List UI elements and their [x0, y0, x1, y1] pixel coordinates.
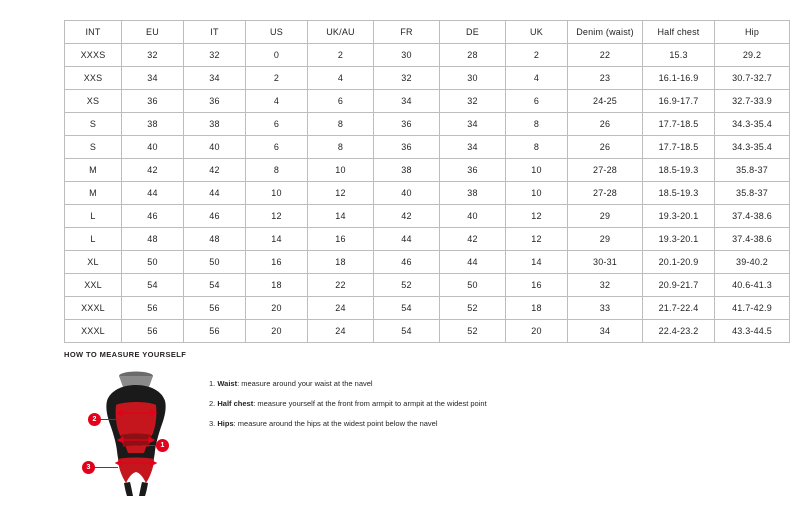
cell-half-chest: 18.5-19.3 [643, 159, 715, 182]
cell-denim-waist: 24-25 [568, 90, 643, 113]
cell-it: 56 [184, 320, 246, 343]
cell-it: 56 [184, 297, 246, 320]
column-header-de: DE [440, 21, 506, 44]
table-row [65, 274, 790, 297]
cell-de: 34 [440, 136, 506, 159]
cell-hip: 35.8-37 [715, 182, 790, 205]
cell-half-chest: 15.3 [643, 44, 715, 67]
cell-denim-waist: 29 [568, 205, 643, 228]
cell-us: 20 [246, 297, 308, 320]
cell-us: 0 [246, 44, 308, 67]
table-row [65, 320, 790, 343]
cell-uk-au: 10 [308, 159, 374, 182]
table-row [65, 205, 790, 228]
cell-denim-waist: 33 [568, 297, 643, 320]
cell-denim-waist: 30-31 [568, 251, 643, 274]
cell-int: S [65, 136, 122, 159]
cell-us: 18 [246, 274, 308, 297]
cell-int: XL [65, 251, 122, 274]
cell-fr: 30 [374, 44, 440, 67]
cell-fr: 32 [374, 67, 440, 90]
table-row [65, 67, 790, 90]
cell-half-chest: 21.7-22.4 [643, 297, 715, 320]
cell-eu: 38 [122, 113, 184, 136]
cell-uk-au: 16 [308, 228, 374, 251]
cell-int: XXXS [65, 44, 122, 67]
cell-fr: 54 [374, 320, 440, 343]
cell-fr: 52 [374, 274, 440, 297]
cell-uk: 16 [506, 274, 568, 297]
size-conversion-table [64, 20, 790, 343]
cell-denim-waist: 29 [568, 228, 643, 251]
cell-uk-au: 2 [308, 44, 374, 67]
note-text-half-chest: : measure yourself at the front from armpit to armpit at the widest point [253, 399, 487, 408]
cell-hip: 40.6-41.3 [715, 274, 790, 297]
half-chest-leader-line [100, 419, 120, 420]
cell-uk: 4 [506, 67, 568, 90]
cell-it: 50 [184, 251, 246, 274]
table-row [65, 44, 790, 67]
cell-uk: 20 [506, 320, 568, 343]
cell-half-chest: 22.4-23.2 [643, 320, 715, 343]
cell-uk: 14 [506, 251, 568, 274]
cell-us: 20 [246, 320, 308, 343]
cell-uk-au: 8 [308, 113, 374, 136]
cell-half-chest: 19.3-20.1 [643, 205, 715, 228]
table-header-row [65, 21, 790, 44]
cell-fr: 36 [374, 136, 440, 159]
cell-hip: 37.4-38.6 [715, 205, 790, 228]
cell-denim-waist: 34 [568, 320, 643, 343]
cell-fr: 42 [374, 205, 440, 228]
cell-denim-waist: 26 [568, 113, 643, 136]
cell-uk-au: 18 [308, 251, 374, 274]
cell-us: 16 [246, 251, 308, 274]
cell-us: 14 [246, 228, 308, 251]
cell-it: 46 [184, 205, 246, 228]
column-header-eu: EU [122, 21, 184, 44]
table-row [65, 228, 790, 251]
cell-us: 2 [246, 67, 308, 90]
measure-note-hips [209, 419, 487, 428]
cell-half-chest: 16.9-17.7 [643, 90, 715, 113]
cell-uk: 10 [506, 159, 568, 182]
cell-int: XXS [65, 67, 122, 90]
cell-eu: 34 [122, 67, 184, 90]
column-header-uk: UK [506, 21, 568, 44]
table-row [65, 90, 790, 113]
cell-it: 34 [184, 67, 246, 90]
cell-it: 42 [184, 159, 246, 182]
cell-eu: 44 [122, 182, 184, 205]
cell-hip: 39-40.2 [715, 251, 790, 274]
note-term-waist: Waist [217, 379, 238, 388]
mannequin-figure [64, 367, 179, 497]
cell-de: 36 [440, 159, 506, 182]
cell-it: 48 [184, 228, 246, 251]
cell-us: 6 [246, 136, 308, 159]
cell-eu: 32 [122, 44, 184, 67]
table-row [65, 182, 790, 205]
cell-uk: 12 [506, 205, 568, 228]
cell-eu: 42 [122, 159, 184, 182]
measure-note-waist [209, 379, 487, 388]
cell-denim-waist: 27-28 [568, 159, 643, 182]
cell-hip: 29.2 [715, 44, 790, 67]
cell-fr: 44 [374, 228, 440, 251]
column-header-hip: Hip [715, 21, 790, 44]
cell-half-chest: 16.1-16.9 [643, 67, 715, 90]
cell-hip: 34.3-35.4 [715, 136, 790, 159]
cell-eu: 54 [122, 274, 184, 297]
cell-hip: 34.3-35.4 [715, 113, 790, 136]
column-header-us: US [246, 21, 308, 44]
cell-denim-waist: 26 [568, 136, 643, 159]
cell-fr: 54 [374, 297, 440, 320]
note-term-half-chest: Half chest [217, 399, 254, 408]
cell-us: 8 [246, 159, 308, 182]
cell-eu: 36 [122, 90, 184, 113]
cell-half-chest: 20.1-20.9 [643, 251, 715, 274]
column-header-denim-waist: Denim (waist) [568, 21, 643, 44]
cell-fr: 38 [374, 159, 440, 182]
note-text-waist: : measure around your waist at the navel [237, 379, 373, 388]
cell-hip: 35.8-37 [715, 159, 790, 182]
cell-int: XXL [65, 274, 122, 297]
marker-badge-3: 3 [82, 461, 95, 474]
cell-denim-waist: 27-28 [568, 182, 643, 205]
cell-de: 34 [440, 113, 506, 136]
cell-de: 50 [440, 274, 506, 297]
cell-uk-au: 22 [308, 274, 374, 297]
cell-denim-waist: 23 [568, 67, 643, 90]
cell-uk-au: 6 [308, 90, 374, 113]
cell-eu: 56 [122, 320, 184, 343]
cell-it: 36 [184, 90, 246, 113]
cell-half-chest: 17.7-18.5 [643, 136, 715, 159]
cell-half-chest: 17.7-18.5 [643, 113, 715, 136]
column-header-half-chest: Half chest [643, 21, 715, 44]
column-header-uk-au: UK/AU [308, 21, 374, 44]
cell-denim-waist: 22 [568, 44, 643, 67]
measure-notes-list [209, 367, 487, 439]
marker-badge-1: 1 [156, 439, 169, 452]
hips-leader-line [94, 467, 118, 468]
table-row [65, 297, 790, 320]
cell-int: M [65, 159, 122, 182]
cell-eu: 48 [122, 228, 184, 251]
cell-it: 54 [184, 274, 246, 297]
cell-half-chest: 18.5-19.3 [643, 182, 715, 205]
table-row [65, 251, 790, 274]
cell-fr: 36 [374, 113, 440, 136]
cell-eu: 46 [122, 205, 184, 228]
note-number-3: 3. [209, 419, 216, 428]
cell-hip: 43.3-44.5 [715, 320, 790, 343]
note-number-1: 1. [209, 379, 216, 388]
note-number-2: 2. [209, 399, 216, 408]
size-table-container [64, 20, 772, 343]
mannequin-illustration [94, 367, 179, 497]
note-text-hips: : measure around the hips at the widest point below the navel [233, 419, 438, 428]
marker-badge-2: 2 [88, 413, 101, 426]
cell-de: 52 [440, 297, 506, 320]
cell-de: 32 [440, 90, 506, 113]
cell-fr: 34 [374, 90, 440, 113]
cell-de: 42 [440, 228, 506, 251]
cell-de: 28 [440, 44, 506, 67]
table-row [65, 159, 790, 182]
cell-uk-au: 8 [308, 136, 374, 159]
cell-uk-au: 12 [308, 182, 374, 205]
cell-fr: 40 [374, 182, 440, 205]
cell-int: L [65, 205, 122, 228]
how-to-measure-title: HOW TO MEASURE YOURSELF [64, 350, 187, 359]
cell-int: L [65, 228, 122, 251]
cell-de: 38 [440, 182, 506, 205]
how-to-measure-body [64, 367, 744, 497]
cell-us: 10 [246, 182, 308, 205]
cell-uk: 12 [506, 228, 568, 251]
column-header-int: INT [65, 21, 122, 44]
cell-uk-au: 24 [308, 297, 374, 320]
cell-hip: 37.4-38.6 [715, 228, 790, 251]
cell-it: 32 [184, 44, 246, 67]
cell-uk: 18 [506, 297, 568, 320]
cell-de: 52 [440, 320, 506, 343]
cell-fr: 46 [374, 251, 440, 274]
cell-int: XXXL [65, 297, 122, 320]
table-row [65, 113, 790, 136]
cell-eu: 40 [122, 136, 184, 159]
cell-denim-waist: 32 [568, 274, 643, 297]
cell-de: 40 [440, 205, 506, 228]
measure-note-half-chest [209, 399, 487, 408]
cell-it: 40 [184, 136, 246, 159]
cell-hip: 41.7-42.9 [715, 297, 790, 320]
note-term-hips: Hips [217, 419, 234, 428]
cell-uk: 6 [506, 90, 568, 113]
cell-us: 4 [246, 90, 308, 113]
cell-half-chest: 19.3-20.1 [643, 228, 715, 251]
cell-int: M [65, 182, 122, 205]
cell-uk-au: 4 [308, 67, 374, 90]
cell-half-chest: 20.9-21.7 [643, 274, 715, 297]
cell-it: 44 [184, 182, 246, 205]
cell-int: XXXL [65, 320, 122, 343]
cell-uk: 8 [506, 136, 568, 159]
column-header-it: IT [184, 21, 246, 44]
cell-uk-au: 14 [308, 205, 374, 228]
cell-it: 38 [184, 113, 246, 136]
cell-uk: 10 [506, 182, 568, 205]
table-row [65, 136, 790, 159]
cell-eu: 56 [122, 297, 184, 320]
cell-us: 6 [246, 113, 308, 136]
cell-de: 30 [440, 67, 506, 90]
cell-de: 44 [440, 251, 506, 274]
cell-uk-au: 24 [308, 320, 374, 343]
cell-int: XS [65, 90, 122, 113]
cell-hip: 32.7-33.9 [715, 90, 790, 113]
cell-eu: 50 [122, 251, 184, 274]
cell-us: 12 [246, 205, 308, 228]
cell-int: S [65, 113, 122, 136]
column-header-fr: FR [374, 21, 440, 44]
cell-uk: 8 [506, 113, 568, 136]
how-to-measure-section [64, 350, 744, 497]
cell-hip: 30.7-32.7 [715, 67, 790, 90]
cell-uk: 2 [506, 44, 568, 67]
